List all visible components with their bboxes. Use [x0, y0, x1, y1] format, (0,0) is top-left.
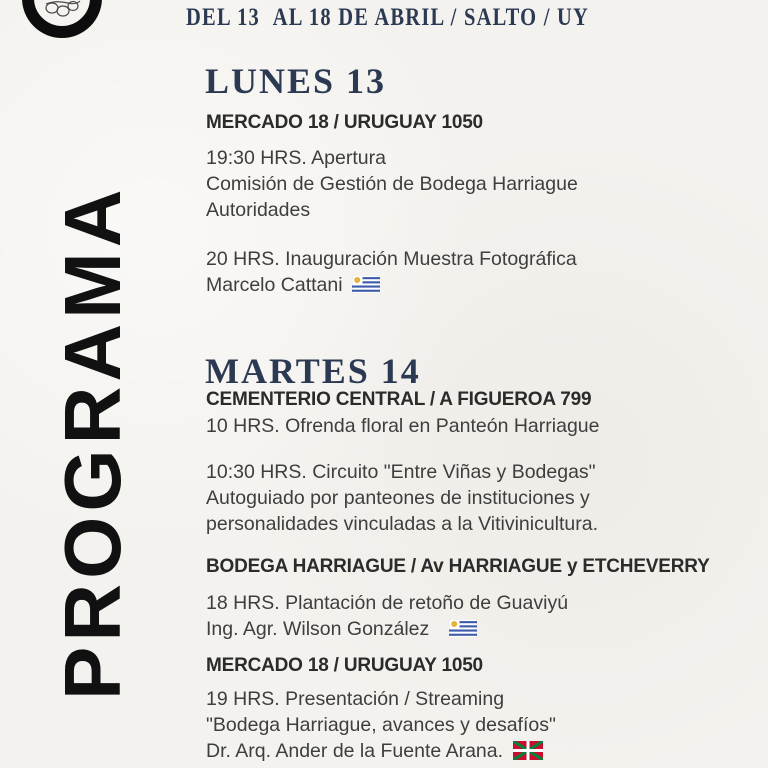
- venue-mercado-18-martes: MERCADO 18 / URUGUAY 1050: [206, 655, 483, 676]
- event-line: 19 HRS. Presentación / Streaming: [206, 688, 505, 710]
- event-muestra-fotografica: [206, 246, 577, 298]
- uruguay-flag-icon: [352, 275, 380, 294]
- event-line: 10:30 HRS. Circuito "Entre Viñas y Bodegas": [206, 461, 596, 483]
- event-line: 18 HRS. Plantación de retoño de Guaviyú: [206, 592, 569, 614]
- date-line: DEL 13 AL 18 DE ABRIL / SALTO / UY: [186, 4, 590, 31]
- event-apertura: [206, 145, 578, 223]
- event-line-text: Marcelo Cattani: [206, 274, 343, 296]
- event-plantacion-retono: [206, 590, 568, 642]
- event-line: 10 HRS. Ofrenda floral en Panteón Harriague: [206, 415, 600, 437]
- side-title-programa: PROGRAMA: [48, 184, 137, 700]
- venue-mercado-18-lunes: MERCADO 18 / URUGUAY 1050: [206, 112, 483, 133]
- event-line: Autoridades: [206, 199, 311, 221]
- event-line-text: Dr. Arq. Ander de la Fuente Arana.: [206, 740, 504, 762]
- event-line: personalidades vinculadas a la Vitivinicultura.: [206, 513, 599, 535]
- event-line: Comisión de Gestión de Bodega Harriague: [206, 173, 578, 195]
- event-presentacion-streaming: [206, 686, 556, 764]
- grape-emblem-icon: [16, 0, 108, 44]
- event-ofrenda-floral: [206, 413, 599, 439]
- event-line: 19:30 HRS. Apertura: [206, 147, 386, 169]
- event-circuito-vinas: [206, 459, 598, 537]
- venue-cementerio-central: CEMENTERIO CENTRAL / A FIGUEROA 799: [206, 389, 592, 410]
- event-line: [206, 272, 577, 298]
- event-line: "Bodega Harriague, avances y desafíos": [206, 714, 556, 736]
- event-line: [206, 738, 556, 764]
- uruguay-flag-icon: [449, 619, 477, 638]
- event-line: [206, 616, 568, 642]
- day-heading-lunes: LUNES 13: [205, 61, 387, 101]
- day-heading-martes: MARTES 14: [205, 351, 421, 391]
- event-line-text: Ing. Agr. Wilson González: [206, 618, 430, 640]
- event-line: 20 HRS. Inauguración Muestra Fotográfica: [206, 248, 577, 270]
- basque-flag-icon: [513, 741, 543, 760]
- venue-bodega-harriague: BODEGA HARRIAGUE / Av HARRIAGUE y ETCHEVERRY: [206, 556, 710, 577]
- event-line: Autoguiado por panteones de instituciones y: [206, 487, 590, 509]
